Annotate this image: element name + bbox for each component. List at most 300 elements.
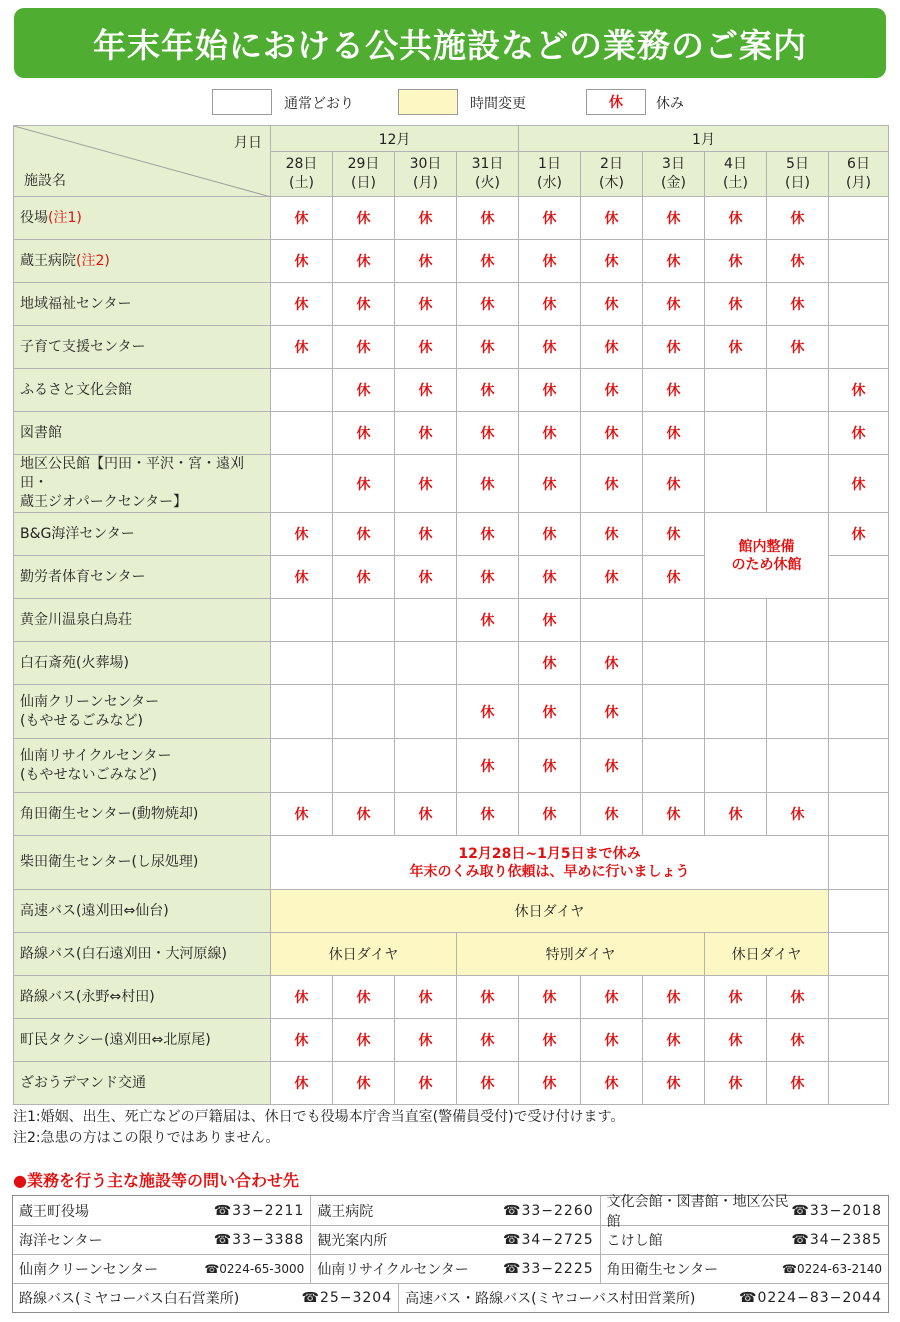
facility-label: 地域福祉センター — [20, 295, 132, 312]
schedule-cell: 休 — [395, 455, 457, 513]
schedule-cell: 休 — [271, 326, 333, 369]
schedule-cell: 休 — [767, 326, 829, 369]
table-row — [14, 685, 889, 739]
contact-phone: ☎33−2211 — [213, 1202, 305, 1219]
day-weekday: (火) — [475, 175, 500, 191]
schedule-cell — [643, 599, 705, 642]
day-number: 4日 — [724, 156, 747, 172]
schedule-cell: 休 — [829, 369, 889, 412]
schedule-cell — [829, 976, 889, 1019]
schedule-cell — [705, 599, 767, 642]
legend — [0, 89, 900, 117]
table-row — [14, 283, 889, 326]
day-number: 2日 — [600, 156, 623, 172]
day-header — [705, 152, 767, 197]
day-number: 6日 — [847, 156, 870, 172]
table-row — [14, 739, 889, 793]
schedule-cell: 休 — [271, 283, 333, 326]
schedule-cell: 休 — [643, 412, 705, 455]
legend-changed-label: 時間変更 — [470, 96, 526, 112]
schedule-cell — [829, 685, 889, 739]
schedule-cell: 休 — [395, 976, 457, 1019]
legend-normal-label: 通常どおり — [284, 96, 354, 112]
schedule-cell: 休 — [705, 197, 767, 240]
schedule-cell — [829, 642, 889, 685]
page-title: 年末年始における公共施設などの業務のご案内 — [93, 25, 807, 65]
schedule-cell — [271, 685, 333, 739]
schedule-cell — [829, 1062, 889, 1105]
facility-label: 町民タクシー(遠刈田⇔北原尾) — [20, 1031, 211, 1048]
schedule-cell: 休 — [705, 976, 767, 1019]
table-row — [14, 890, 889, 933]
schedule-cell: 休 — [705, 240, 767, 283]
schedule-cell — [705, 739, 767, 793]
maintenance-line1: 館内整備 — [738, 538, 795, 555]
facility-name — [14, 1062, 271, 1105]
table-row — [14, 836, 889, 890]
day-weekday: (金) — [661, 175, 686, 191]
schedule-cell: 休 — [333, 976, 395, 1019]
contact-cell — [13, 1255, 310, 1283]
schedule-cell: 休 — [581, 369, 643, 412]
facility-name — [14, 685, 271, 739]
shibata-line1: 12月28日~1月5日まで休み — [458, 845, 641, 862]
schedule-cell: 休 — [643, 793, 705, 836]
facility-label: 仙南クリーンセンター — [20, 693, 160, 710]
schedule-cell: 休 — [395, 1062, 457, 1105]
table-row — [14, 326, 889, 369]
schedule-cell — [829, 739, 889, 793]
date-label: 月日 — [234, 135, 262, 151]
facility-name — [14, 642, 271, 685]
schedule-cell — [271, 642, 333, 685]
schedule-cell: 休 — [519, 240, 581, 283]
route-bus-special: 特別ダイヤ — [457, 933, 705, 976]
schedule-cell: 休 — [271, 976, 333, 1019]
schedule-cell — [333, 599, 395, 642]
facility-name — [14, 599, 271, 642]
schedule-cell: 休 — [457, 1062, 519, 1105]
schedule-cell — [829, 197, 889, 240]
schedule-cell: 休 — [457, 976, 519, 1019]
schedule-cell: 休 — [767, 1019, 829, 1062]
schedule-cell — [829, 836, 889, 890]
schedule-cell: 休 — [643, 369, 705, 412]
contact-cell — [310, 1196, 599, 1225]
schedule-cell: 休 — [395, 793, 457, 836]
shibata-closure-notice — [271, 836, 829, 890]
table-row — [14, 197, 889, 240]
schedule-cell: 休 — [519, 739, 581, 793]
schedule-cell: 休 — [457, 283, 519, 326]
facility-label: 柴田衛生センター(し尿処理) — [20, 854, 199, 870]
schedule-cell: 休 — [333, 283, 395, 326]
schedule-cell: 休 — [767, 283, 829, 326]
facility-label: 仙南リサイクルセンター — [20, 747, 172, 764]
schedule-cell: 休 — [333, 197, 395, 240]
day-header — [643, 152, 705, 197]
highway-bus-schedule: 休日ダイヤ — [271, 890, 829, 933]
contact-cell — [600, 1193, 888, 1230]
schedule-cell: 休 — [643, 1062, 705, 1105]
schedule-cell: 休 — [767, 240, 829, 283]
contact-cell — [13, 1196, 310, 1225]
contact-cell — [13, 1226, 310, 1254]
contacts-title: ●業務を行う主な施設等の問い合わせ先 — [13, 1171, 299, 1190]
schedule-cell — [271, 412, 333, 455]
schedule-cell: 休 — [705, 326, 767, 369]
schedule-cell: 休 — [581, 642, 643, 685]
schedule-cell: 休 — [643, 976, 705, 1019]
table-row — [14, 642, 889, 685]
schedule-cell — [705, 685, 767, 739]
facility-label: ふるさと文化会館 — [20, 381, 132, 398]
day-weekday: (木) — [599, 175, 624, 191]
maintenance-line2: のため休館 — [731, 556, 802, 573]
schedule-cell — [829, 933, 889, 976]
schedule-cell: 休 — [519, 599, 581, 642]
contact-row — [13, 1254, 888, 1283]
schedule-cell: 休 — [457, 599, 519, 642]
day-number: 5日 — [786, 156, 809, 172]
facility-name — [14, 836, 271, 890]
facility-label-line2: (もやせるごみなど) — [20, 712, 143, 729]
table-row — [14, 976, 889, 1019]
contact-name: 高速バス・路線バス(ミヤコーバス村田営業所) — [405, 1291, 696, 1307]
contact-name: 角田衛生センター — [606, 1262, 719, 1278]
schedule-cell: 休 — [519, 369, 581, 412]
schedule-cell: 休 — [643, 513, 705, 556]
legend-changed-swatch — [398, 89, 458, 115]
schedule-cell: 休 — [519, 685, 581, 739]
schedule-cell — [767, 739, 829, 793]
shibata-line2: 年末のくみ取り依頼は、早めに行いましょう — [409, 863, 690, 880]
schedule-cell: 休 — [829, 455, 889, 513]
schedule-cell — [395, 642, 457, 685]
schedule-cell: 休 — [643, 1019, 705, 1062]
day-weekday: (月) — [846, 175, 871, 191]
schedule-cell: 休 — [705, 1062, 767, 1105]
schedule-cell — [767, 412, 829, 455]
table-row — [14, 240, 889, 283]
schedule-cell: 休 — [333, 556, 395, 599]
month-january: 1月 — [519, 126, 889, 152]
schedule-cell: 休 — [705, 283, 767, 326]
schedule-cell — [581, 599, 643, 642]
schedule-cell: 休 — [457, 369, 519, 412]
facility-name — [14, 1019, 271, 1062]
day-header — [519, 152, 581, 197]
schedule-cell: 休 — [457, 513, 519, 556]
contact-phone: ☎33−2260 — [503, 1202, 594, 1219]
schedule-cell — [767, 642, 829, 685]
facility-name — [14, 739, 271, 793]
schedule-cell: 休 — [271, 513, 333, 556]
contacts-table — [12, 1195, 889, 1313]
schedule-cell: 休 — [581, 1019, 643, 1062]
schedule-cell: 休 — [767, 976, 829, 1019]
schedule-cell: 休 — [271, 197, 333, 240]
contact-cell — [13, 1284, 398, 1312]
facility-label: 路線バス(永野⇔村田) — [20, 988, 155, 1005]
contact-phone: ☎25−3204 — [301, 1290, 393, 1306]
schedule-cell: 休 — [457, 412, 519, 455]
schedule-cell — [271, 455, 333, 513]
schedule-cell: 休 — [457, 240, 519, 283]
schedule-cell — [705, 412, 767, 455]
schedule-cell: 休 — [333, 240, 395, 283]
facility-name — [14, 197, 271, 240]
contact-phone: ☎0224-65-3000 — [204, 1262, 305, 1276]
day-header — [829, 152, 889, 197]
schedule-cell — [829, 326, 889, 369]
schedule-cell — [643, 739, 705, 793]
schedule-cell: 休 — [457, 455, 519, 513]
schedule-cell: 休 — [519, 197, 581, 240]
schedule-cell: 休 — [271, 240, 333, 283]
day-header — [271, 152, 333, 197]
schedule-cell: 休 — [395, 197, 457, 240]
table-row — [14, 455, 889, 513]
day-number: 29日 — [347, 156, 380, 172]
facility-name — [14, 412, 271, 455]
contact-name: 蔵王病院 — [317, 1203, 374, 1220]
schedule-cell: 休 — [333, 513, 395, 556]
day-number: 31日 — [471, 156, 504, 172]
schedule-cell: 休 — [395, 513, 457, 556]
schedule-cell: 休 — [643, 556, 705, 599]
contact-cell — [600, 1226, 888, 1254]
facility-label-line2: 蔵王ジオパークセンター】 — [20, 494, 188, 510]
schedule-cell — [643, 685, 705, 739]
facility-label: 子育て支援センター — [20, 338, 146, 355]
day-weekday: (月) — [413, 175, 438, 191]
schedule-cell — [767, 455, 829, 513]
header-corner — [14, 126, 271, 197]
schedule-cell — [457, 642, 519, 685]
schedule-cell — [271, 739, 333, 793]
day-header — [333, 152, 395, 197]
schedule-cell: 休 — [395, 326, 457, 369]
schedule-cell: 休 — [271, 556, 333, 599]
schedule-cell: 休 — [457, 197, 519, 240]
schedule-cell: 休 — [333, 326, 395, 369]
schedule-cell: 休 — [457, 326, 519, 369]
contact-row — [13, 1283, 888, 1312]
day-weekday: (日) — [785, 175, 810, 191]
schedule-cell: 休 — [705, 1019, 767, 1062]
facility-label: ざおうデマンド交通 — [20, 1074, 146, 1091]
table-row — [14, 513, 889, 556]
schedule-cell: 休 — [581, 556, 643, 599]
schedule-cell: 休 — [271, 1062, 333, 1105]
note-2: 注2:急患の方はこの限りではありません。 — [13, 1130, 280, 1146]
title-banner — [14, 8, 886, 78]
day-number: 30日 — [409, 156, 442, 172]
schedule-cell: 休 — [581, 283, 643, 326]
facility-name — [14, 933, 271, 976]
facility-label: 角田衛生センター(動物焼却) — [20, 805, 199, 822]
route-bus-holiday-1: 休日ダイヤ — [271, 933, 457, 976]
facility-label: 地区公民館【円田・平沢・宮・遠刈田・ — [20, 456, 244, 491]
schedule-cell — [271, 599, 333, 642]
schedule-cell: 休 — [519, 283, 581, 326]
schedule-cell: 休 — [581, 240, 643, 283]
legend-closed-swatch: 休 — [586, 89, 646, 115]
schedule-cell — [829, 283, 889, 326]
day-number: 1日 — [538, 156, 561, 172]
contact-name: 仙南リサイクルセンター — [317, 1262, 469, 1278]
contact-cell — [310, 1226, 599, 1254]
schedule-cell: 休 — [519, 1019, 581, 1062]
schedule-cell — [829, 240, 889, 283]
contact-phone: ☎0224-63-2140 — [782, 1262, 882, 1276]
schedule-cell: 休 — [457, 685, 519, 739]
facility-note: (注2) — [76, 252, 110, 269]
contact-row — [13, 1225, 888, 1254]
schedule-cell: 休 — [333, 1062, 395, 1105]
schedule-cell: 休 — [581, 412, 643, 455]
schedule-cell: 休 — [581, 739, 643, 793]
schedule-cell: 休 — [643, 240, 705, 283]
schedule-cell: 休 — [581, 685, 643, 739]
schedule-cell: 休 — [581, 513, 643, 556]
schedule-cell: 休 — [333, 793, 395, 836]
facility-label: 蔵王病院 — [20, 252, 76, 269]
legend-closed-label: 休み — [656, 96, 684, 112]
schedule-cell — [705, 455, 767, 513]
schedule-cell: 休 — [829, 513, 889, 556]
schedule-cell: 休 — [643, 455, 705, 513]
facility-label: 勤労者体育センター — [20, 568, 146, 585]
schedule-cell — [829, 1019, 889, 1062]
contact-phone: ☎0224−83−2044 — [739, 1290, 882, 1306]
facility-label: 役場 — [20, 209, 48, 226]
schedule-cell — [395, 599, 457, 642]
facility-name — [14, 793, 271, 836]
facility-label: 路線バス(白石遠刈田・大河原線) — [20, 945, 227, 962]
schedule-cell: 休 — [581, 1062, 643, 1105]
schedule-cell: 休 — [519, 642, 581, 685]
schedule-cell: 休 — [581, 793, 643, 836]
contact-name: 蔵王町役場 — [19, 1203, 89, 1220]
facility-name — [14, 513, 271, 556]
schedule-cell: 休 — [395, 1019, 457, 1062]
facility-name — [14, 976, 271, 1019]
table-row — [14, 599, 889, 642]
table-row — [14, 412, 889, 455]
schedule-cell: 休 — [271, 1019, 333, 1062]
schedule-cell: 休 — [333, 369, 395, 412]
table-row — [14, 369, 889, 412]
schedule-cell: 休 — [581, 326, 643, 369]
facility-label: B&G海洋センター — [20, 525, 135, 542]
facility-name — [14, 326, 271, 369]
maintenance-closure — [705, 513, 829, 599]
contact-phone: ☎33−3388 — [213, 1232, 305, 1248]
schedule-cell: 休 — [581, 976, 643, 1019]
table-row — [14, 793, 889, 836]
contact-phone: ☎34−2725 — [503, 1232, 594, 1248]
contact-cell — [600, 1255, 888, 1283]
contact-phone: ☎33−2225 — [503, 1261, 594, 1277]
schedule-cell: 休 — [705, 793, 767, 836]
facility-name — [14, 369, 271, 412]
facility-name — [14, 283, 271, 326]
schedule-cell: 休 — [333, 455, 395, 513]
facility-label: 白石斎苑(火葬場) — [20, 654, 129, 671]
schedule-cell: 休 — [457, 556, 519, 599]
schedule-cell: 休 — [333, 1019, 395, 1062]
schedule-cell: 休 — [395, 556, 457, 599]
route-bus-holiday-2: 休日ダイヤ — [705, 933, 829, 976]
schedule-cell: 休 — [457, 1019, 519, 1062]
schedule-cell — [271, 369, 333, 412]
schedule-cell: 休 — [519, 976, 581, 1019]
day-weekday: (水) — [537, 175, 562, 191]
schedule-cell: 休 — [829, 412, 889, 455]
facility-name — [14, 556, 271, 599]
note-1: 注1:婚姻、出生、死亡などの戸籍届は、休日でも役場本庁舎当直室(警備員受付)で受け付けます。 — [13, 1109, 625, 1125]
contact-name: 文化会館・図書館・地区公民館 — [606, 1193, 789, 1230]
day-header — [395, 152, 457, 197]
schedule-cell — [767, 685, 829, 739]
contact-name: 路線バス(ミヤコーバス白石営業所) — [19, 1291, 240, 1307]
contact-cell — [398, 1284, 888, 1312]
facility-label: 黄金川温泉白鳥荘 — [20, 611, 132, 628]
schedule-cell: 休 — [519, 513, 581, 556]
schedule-cell — [767, 599, 829, 642]
facility-label: 施設名 — [24, 173, 66, 189]
schedule-cell: 休 — [643, 283, 705, 326]
day-number: 28日 — [285, 156, 318, 172]
notes — [13, 1107, 624, 1149]
schedule-cell: 休 — [519, 793, 581, 836]
contact-cell — [310, 1255, 599, 1283]
contact-name: 海洋センター — [19, 1233, 103, 1249]
day-weekday: (土) — [289, 175, 314, 191]
schedule-cell — [333, 685, 395, 739]
table-row — [14, 1019, 889, 1062]
schedule-cell — [829, 793, 889, 836]
schedule-cell: 休 — [581, 455, 643, 513]
legend-normal-swatch — [212, 89, 272, 115]
schedule-cell — [643, 642, 705, 685]
contact-phone: ☎34−2385 — [791, 1232, 882, 1248]
facility-label-line2: (もやせないごみなど) — [20, 766, 157, 783]
schedule-cell: 休 — [457, 739, 519, 793]
contact-row — [13, 1193, 888, 1230]
schedule-cell: 休 — [271, 793, 333, 836]
schedule-cell: 休 — [519, 1062, 581, 1105]
contact-name: 観光案内所 — [317, 1233, 388, 1249]
table-row — [14, 933, 889, 976]
schedule-cell — [705, 369, 767, 412]
schedule-cell: 休 — [643, 326, 705, 369]
schedule-cell — [395, 739, 457, 793]
facility-label: 図書館 — [20, 424, 62, 441]
day-weekday: (日) — [351, 175, 376, 191]
schedule-cell: 休 — [519, 326, 581, 369]
schedule-table — [13, 125, 889, 1105]
facility-label: 高速バス(遠刈田⇔仙台) — [20, 902, 169, 919]
schedule-cell — [829, 556, 889, 599]
schedule-cell: 休 — [395, 240, 457, 283]
month-december: 12月 — [271, 126, 519, 152]
schedule-cell: 休 — [333, 412, 395, 455]
schedule-cell — [829, 890, 889, 933]
contact-name: 仙南クリーンセンター — [19, 1262, 159, 1278]
